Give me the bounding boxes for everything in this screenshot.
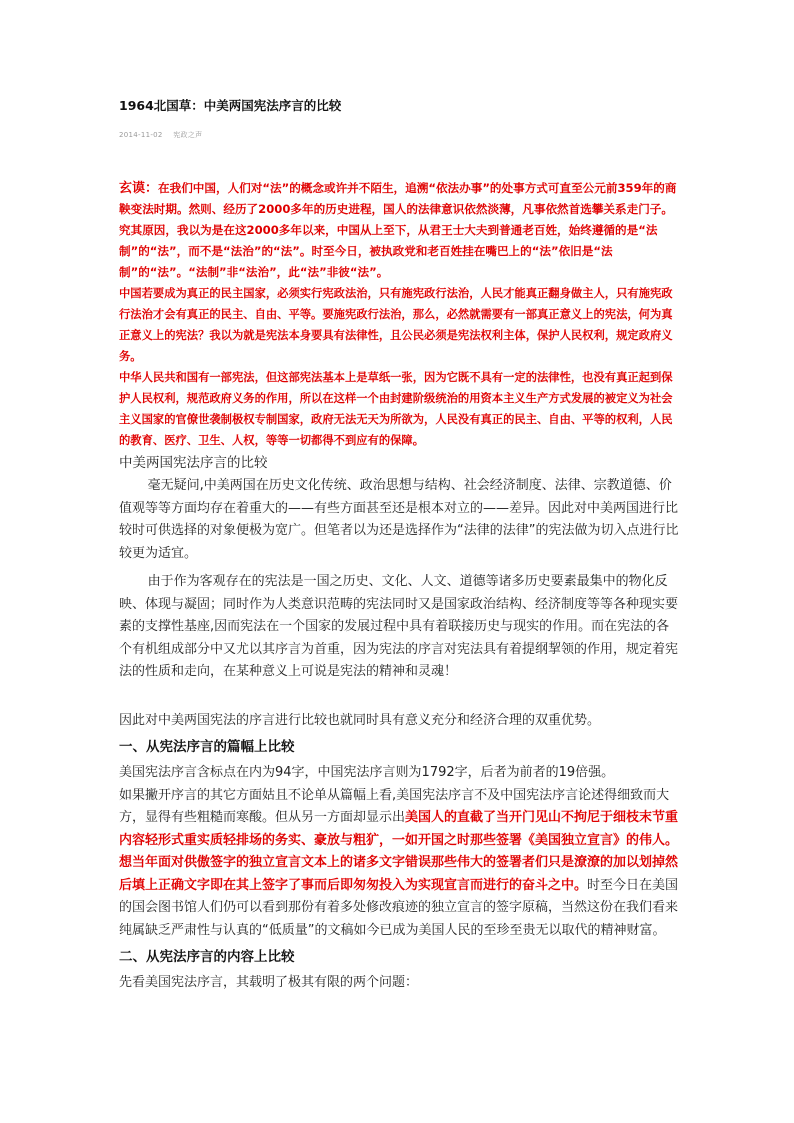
post-author: 宪政之声: [173, 131, 203, 139]
section-2-title: 二、从宪法序言的内容上比较: [119, 949, 295, 965]
post-meta: [119, 130, 679, 140]
section-1-title: 一、从宪法序言的篇幅上比较: [119, 739, 295, 755]
intro-lead: 玄谟：: [119, 181, 159, 196]
section-1-paragraph-2: [119, 785, 679, 943]
section-2-paragraph-1: 先看美国宪法序言，其载明了极其有限的两个问题：: [119, 975, 419, 990]
article-paragraph-3: 因此对中美两国宪法的序言进行比较也就同时具有意义充分和经济合理的双重优势。: [119, 712, 601, 728]
intro-paragraph-1: [119, 178, 679, 283]
article-heading: 中美两国宪法序言的比较: [119, 455, 268, 471]
section-1-paragraph-1: 美国宪法序言含标点在内为94字，中国宪法序言则为1792字，后者为前者的19倍强。: [119, 765, 615, 780]
document-page: [119, 96, 679, 995]
intro-paragraph-2: 中国若要成为真正的民主国家，必须实行宪政法治，只有施宪政行法治，人民才能真正翻身做主人，只有施宪政行法治才会有真正的民主、自由、平等。要施宪政行法治，那么，必然就需要有一部真正意义上的宪法，何为真正意义上的宪法？我以为就是宪法本身要具有法律性，且公民必须是宪法权利主体，保护人民权利，规定政府义务。: [119, 287, 673, 363]
section-1-highlight: 美国人的直截了当开门见山不拘尼于细枝末节重内容轻形式重实质轻排场的务实、豪放与粗犷，一如开国之时那些签署《美国独立宣言》的伟人。想当年面对供傲签字的独立宣言文本上的诸多文字错误那些伟大的签署者们只是潦潦的加以划掉然后填上正确文字即在其上签字了事而后即匆匆投入为实现宣言而进行的奋斗之中。: [119, 810, 679, 893]
intro-text-1: 在我们中国，人们对“法”的概念或许并不陌生，追溯“依法办事”的处事方式可直至公元前359年的商鞅变法时期。然则、经历了2000多年的历史进程，国人的法律意识依然淡薄，凡事依然首选攀关系走门子。究其原因，我以为是在这2000多年以来，中国从上至下，从君王士大夫到普通老百姓，始终遵循的是“法制”的“法”，而不是“法治”的“法”。时至今日，被执政党和老百姓挂在嘴巴上的“法”依旧是“法制”的“法”。“法制”非“法治”，此“法”非彼“法”。: [119, 181, 677, 279]
post-date: 2014-11-02: [119, 131, 163, 139]
article-paragraph-2: 由于作为客观存在的宪法是一国之历史、文化、人文、道德等诸多历史要素最集中的物化反映、体现与凝固；同时作为人类意识范畴的宪法同时又是国家政治结构、经济制度等等各种现实要素的支撑性基座,因而宪法在一个国家的发展过程中具有着联接历史与现实的作用。而在宪法的各个有机组成部分中又尤以其序言为首重，因为宪法的序言对宪法具有着提纲挈领的作用，规定着宪法的性质和走向，在某种意义上可说是宪法的精神和灵魂！: [119, 574, 679, 679]
page-title: 1964北国草：中美两国宪法序言的比较: [119, 98, 342, 113]
article-paragraph-1: 毫无疑问,中美两国在历史文化传统、政治思想与结构、社会经济制度、法律、宗教道德、价值观等等方面均存在着重大的——有些方面甚至还是根本对立的——差异。因此对中美两国进行比较时可供选择的对象便极为宽广。但笔者以为还是选择作为“法律的法律”的宪法做为切入点进行比较更为适宜。: [119, 478, 679, 561]
section-1-text-b: 时至今日在美国的国会图书馆人们仍可以看到那份有着多处修改痕迹的独立宣言的签字原稿，当然这份在我们看来纯属缺乏严肃性与认真的“低质量”的文稿如今已成为美国人民的至珍至贵无以取代的精神财富。: [119, 877, 679, 938]
section-1-text-a: 如果撇开序言的其它方面姑且不论单从篇幅上看,美国宪法序言不及中国宪法序言论述得细致而大方，显得有些粗糙而寒酸。但从另一方面却显示出: [119, 787, 670, 825]
spacer: [119, 684, 679, 710]
intro-paragraph-3: 中华人民共和国有一部宪法，但这部宪法基本上是草纸一张，因为它既不具有一定的法律性，也没有真正起到保护人民权利，规范政府义务的作用，所以在这样一个由封建阶级统治的用资本主义生产方式发展的被定义为社会主义国家的官僚世袭制极权专制国家，政府无法无天为所欲为，人民没有真正的民主、自由、平等的权利，人民的教育、医疗、卫生、人权，等等一切都得不到应有的保障。: [119, 371, 673, 447]
